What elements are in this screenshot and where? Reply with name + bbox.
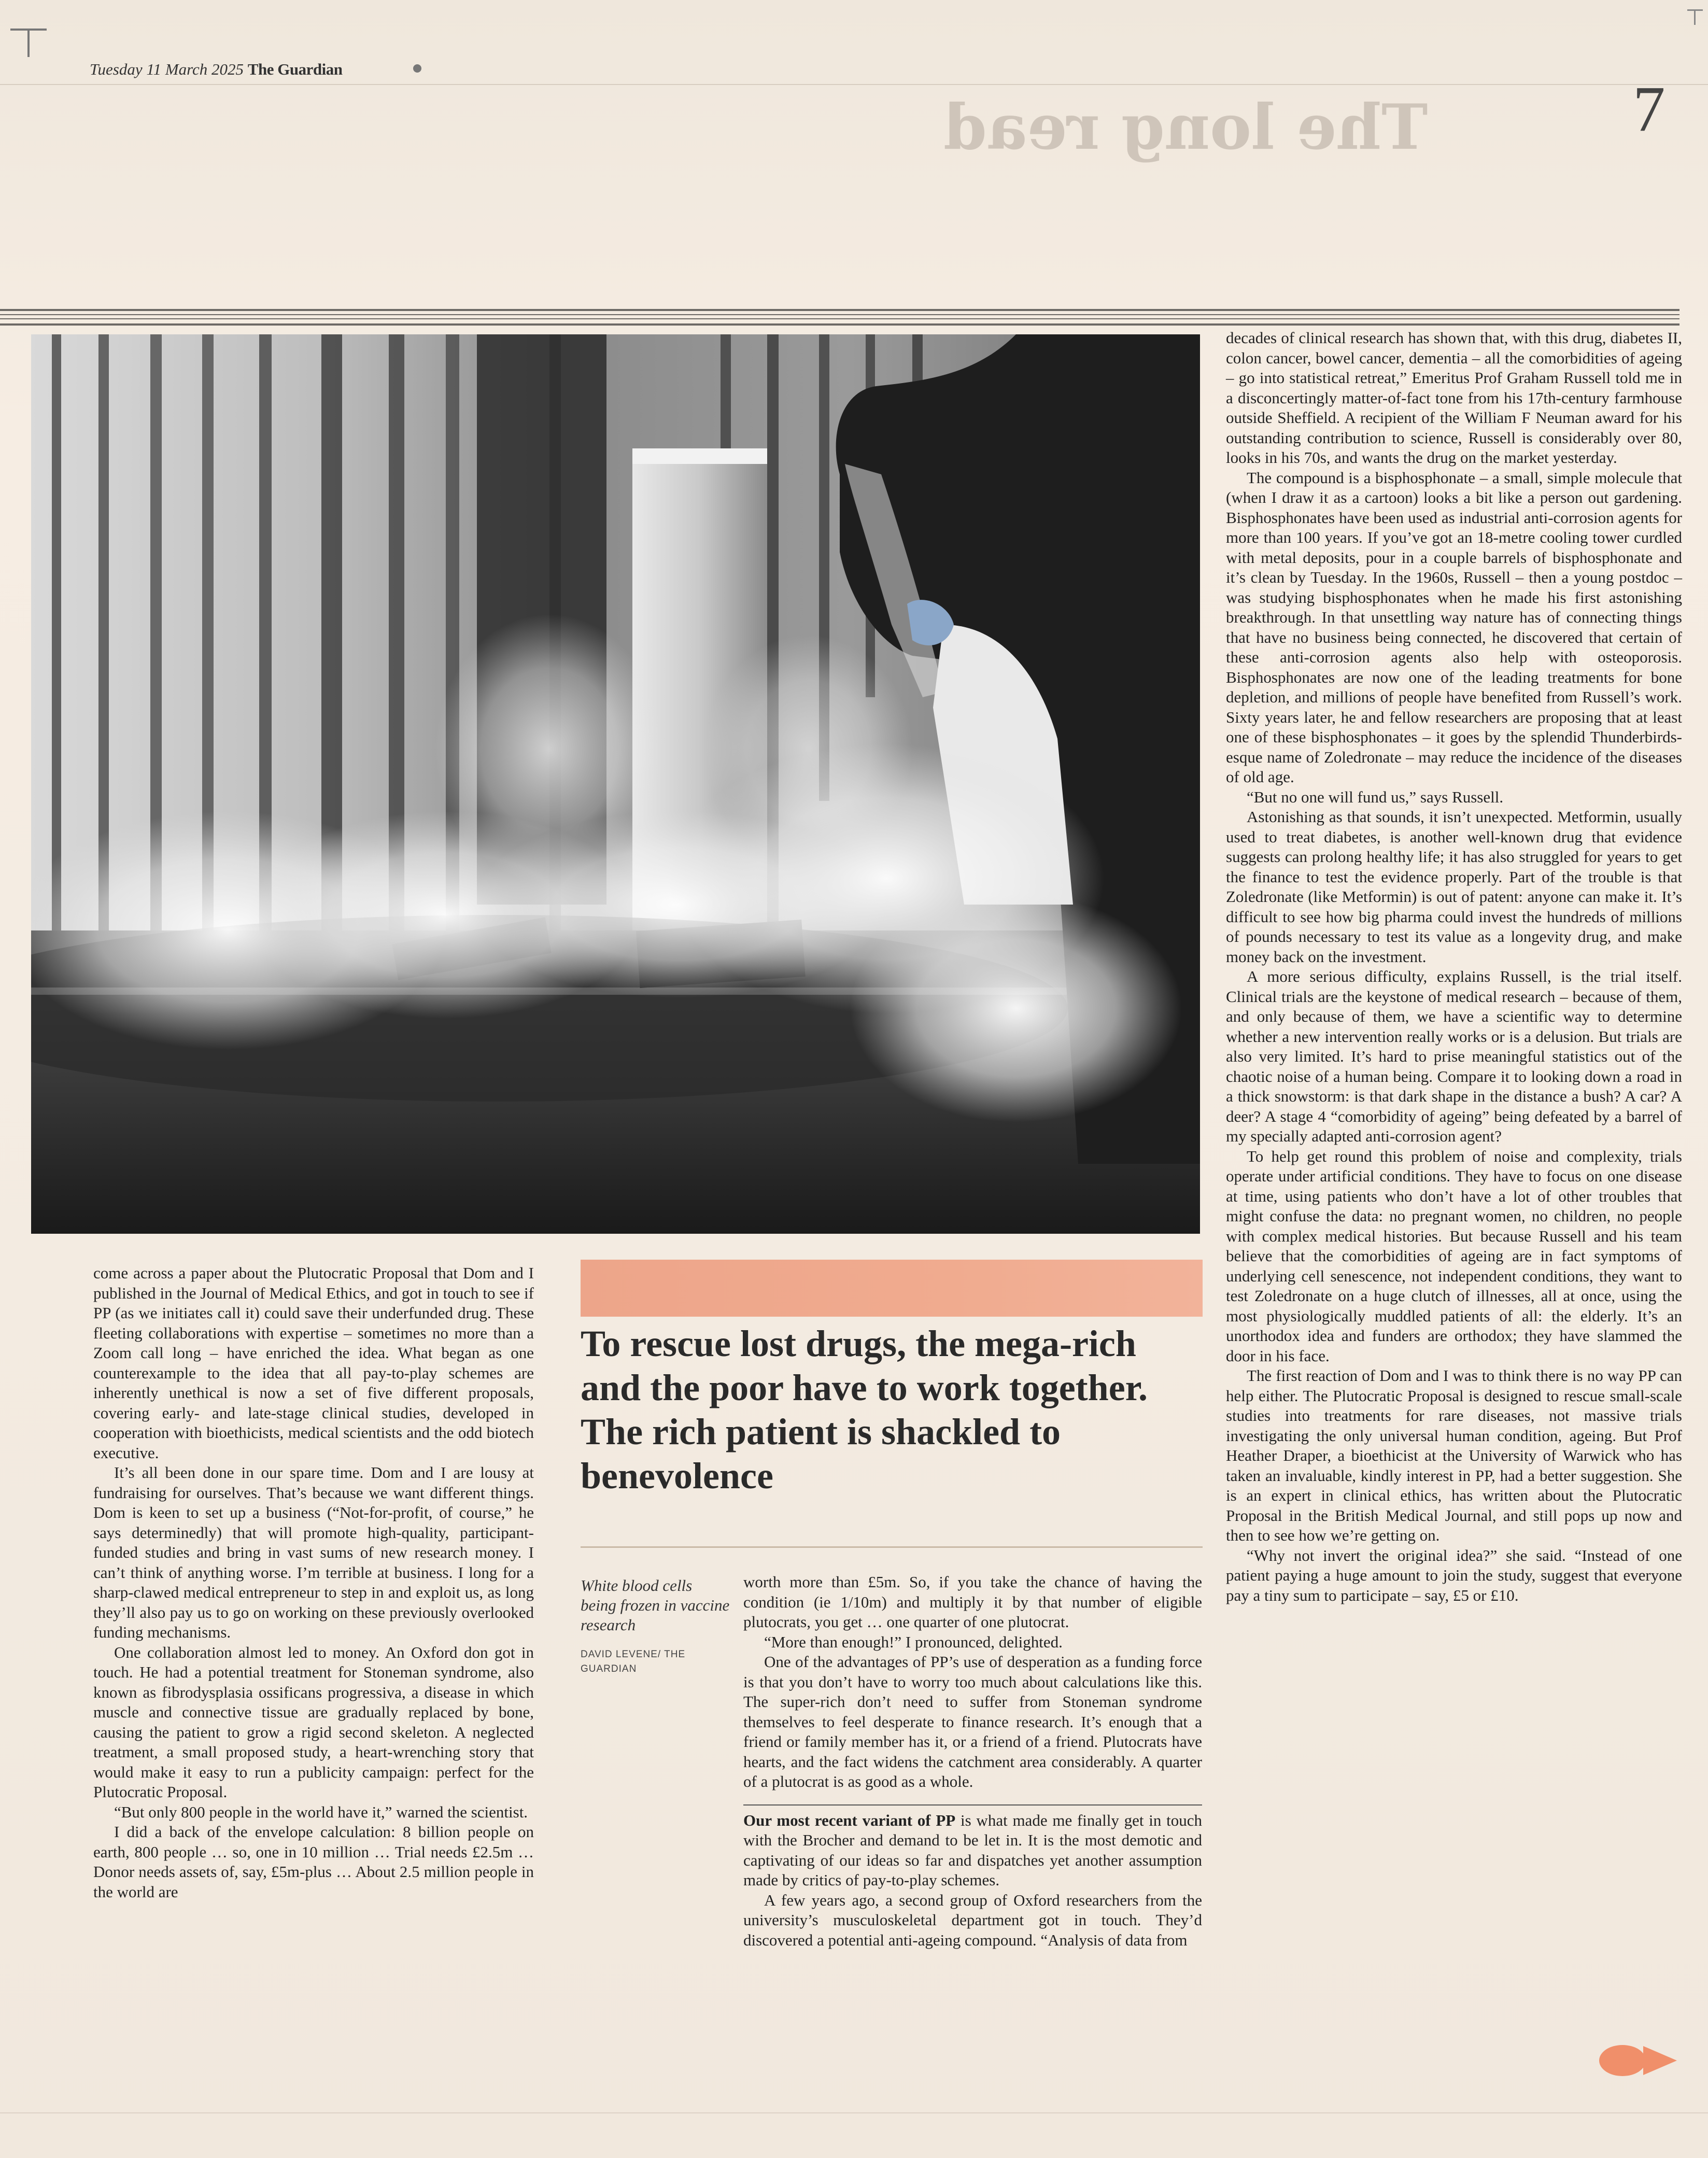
section-title-showthrough: The long read — [943, 91, 1428, 164]
paragraph: come across a paper about the Plutocratic Proposal that Dom and I published in the Journal of Medical Ethics, and got in touch to see if PP (as we initiates call it) could save their underfunded drug. These fleeting collaborations with expertise – sometimes no more than a Zoom call long – have enriched the idea. What began as one counterexample to the idea that all pay-to-play schemes are inherently unethical is now a set of five different proposals, covering early- and late-stage clinical studies, developed in cooperation with bioethicists, medical scientists and the odd biotech executive. — [93, 1264, 534, 1462]
top-divider — [0, 84, 1708, 85]
paragraph: I did a back of the envelope calculation: 8 billion people on earth, 800 people … so, one in 10 million … Trial needs £2.5m … Donor needs assets of, say, £5m-plus … About 2.5 million people in the world are — [93, 1823, 534, 1901]
publication-name: The Guardian — [247, 60, 343, 78]
lab-photograph — [31, 334, 1200, 1234]
paragraph: The first reaction of Dom and I was to think there is no way PP can help either. The Plutocratic Proposal is designed to rescue small-scale studies into treatments for rare diseases, not massive trials investigating the only universal human condition, ageing. But Prof Heather Draper, a bioethicist at the University of Warwick who has taken an invaluable, kindly interest in PP, had a better suggestion. She is an expert in clinical ethics, has written about the Plutocratic Proposal in the British Medical Journal, and still pops up now and then to see how we’re getting on. — [1226, 1366, 1682, 1544]
section-rule — [0, 323, 1679, 326]
article-column-3 — [1226, 328, 1682, 1605]
paragraph: To help get round this problem of noise and complexity, trials operate under artificial conditions. They have to focus on one disease at time, using patients who don’t have a lot of other troubles that might confuse the data: no pregnant women, no children, no people with complex medical histories. But because Russell and his team believe that the comorbidities of ageing are in fact symptoms of underlying cell senescence, not independent conditions, they want to test Zoledronate on a huge clutch of illnesses, all at once, using the most physiologically muddled patients of all: the elderly. It’s an unorthodox idea and funders are orthodox; they have slammed the door in his face. — [1226, 1147, 1682, 1365]
dateline — [90, 60, 342, 79]
paragraph — [743, 1804, 1202, 1891]
crop-mark-icon — [10, 21, 47, 57]
photo-credit: DAVID LEVENE/ THE GUARDIAN — [581, 1649, 686, 1674]
paragraph: One collaboration almost led to money. An Oxford don got in touch. He had a potential treatment for Stoneman syndrome, also known as fibrodysplasia ossificans progressiva, a disease in which muscle and connective tissue are gradually replaced by bone, causing the patient to grow a rigid second skeleton. A neglected treatment, a small proposed study, a heart-wrenching story that would make it easy to run a publicity campaign: perfect for the Plutocratic Proposal. — [93, 1643, 534, 1801]
article-column-2 — [743, 1572, 1202, 1950]
paragraph-lead-in: Our most recent variant of PP — [743, 1811, 956, 1829]
bullet-dot-icon — [413, 64, 421, 73]
paragraph: “More than enough!” I pronounced, delighted. — [764, 1632, 1063, 1651]
page-number: 7 — [1633, 74, 1665, 145]
photo-caption: White blood cells being frozen in vaccine research — [581, 1576, 730, 1634]
section-rule — [0, 314, 1679, 315]
section-rule — [0, 318, 1679, 319]
paragraph: decades of clinical research has shown that, with this drug, diabetes II, colon cancer, bowel cancer, dementia – all the comorbidities of ageing – go into statistical retreat,” Emeritus Prof Graham Russell told me in a disconcertingly matter-of-fact tone from his 17th-century farmhouse outside Sheffield. A recipient of the William F Neuman award for his outstanding contribution to science, Russell is considerably over 80, looks in his 70s, and wants the drug on the market yesterday. — [1226, 329, 1682, 467]
paragraph: worth more than £5m. So, if you take the chance of having the condition (ie 1/10m) and multiply it by that number of eligible plutocrats, you get … one quarter of one plutocrat. — [743, 1573, 1202, 1631]
paragraph: “But no one will fund us,” says Russell. — [1247, 787, 1504, 806]
paragraph: A more serious difficulty, explains Russell, is the trial itself. Clinical trials are the keystone of medical research – because of them, and only because of them, we have a scientific way to determine whether a new intervention really works or is a delusion. But trials are also very limited. It’s hard to prise meaningful statistics out of the chaotic noise of a human being. Compare it to looking down a road in a thick snowstorm: is that dark shape in the distance a bush? A car? A deer? A stage 4 “comorbidity of ageing” being defeated by a barrel of my specially adapted anti-corrosion agent? — [1226, 967, 1682, 1145]
continue-arrow-icon — [1594, 2040, 1687, 2081]
bottom-divider — [0, 2112, 1708, 2113]
paragraph: The compound is a bisphosphonate – a small, simple molecule that (when I draw it as a cartoon) looks a bit like a person out gardening. Bisphosphonates have been used as industrial anti-corrosion agents for more than 100 years. If you’ve got an 18-metre cooling tower curdled with metal deposits, pour in a couple barrels of bisphosphonate and it’s clean by Tuesday. In the 1960s, Russell – then a young postdoc – was studying bisphosphonates when he made his first astonishing breakthrough. In that unsettling way nature has of connecting things that have no business being connected, he discovered that certain of these anti-corrosion agents also help with osteoporosis. Bisphosphonates are now one of the leading treatments for bone depletion, and millions of people have benefited from Russell’s work. Sixty years later, he and fellow researchers are proposing that at least one of these bisphosphonates – it goes by the splendid Thunderbirds-esque name of Zoledronate – may reduce the incidence of the diseases of old age. — [1226, 468, 1682, 786]
paragraph: One of the advantages of PP’s use of desperation as a funding force is that you don’t have to worry too much about calculations like this. The super-rich don’t need to suffer from Stoneman syndrome themselves to feel desperate to finance research. It’s enough that a friend or family member has it, or a friend of a friend. Plutocrats have hearts, and the fact widens the catchment area considerably. A quarter of a plutocrat is as good as a whole. — [743, 1653, 1202, 1790]
pull-quote-highlight-bar — [581, 1260, 1203, 1317]
paragraph: “But only 800 people in the world have it,” warned the scientist. — [114, 1802, 528, 1821]
paragraph: A few years ago, a second group of Oxford researchers from the university’s musculoskeletal department got in touch. They’d discovered a potential anti-ageing compound. “Analysis of data from — [743, 1891, 1202, 1949]
paragraph-body: is what made me finally get in touch with the Brocher and demand to be let in. It is the most demotic and captivating of our ideas so far and dispatches yet another assumption made by critics of pay-to-play schemes. — [743, 1811, 1203, 1889]
section-rule — [0, 309, 1679, 311]
paragraph: “Why not invert the original idea?” she said. “Instead of one patient paying a huge amount to join the study, suggest that everyone pay a tiny sum to participate – say, £5 or £10. — [1226, 1546, 1682, 1604]
article-column-1 — [93, 1263, 534, 1902]
paragraph: Astonishing as that sounds, it isn’t unexpected. Metformin, usually used to treat diabetes, is another well-known drug that evidence suggests can prolong healthy life; it has also struggled for years to get the finance to test the evidence properly. Part of the trouble is that Zoledronate (like Metformin) is out of patent: anyone can make it. It’s difficult to see how big pharma could invest the hundreds of millions of pounds necessary to test its value as a longevity drug, and make money back on the investment. — [1226, 808, 1682, 966]
pull-quote-rule — [581, 1546, 1203, 1548]
date: Tuesday 11 March 2025 — [90, 60, 244, 78]
crop-mark-corner-icon — [1687, 4, 1703, 25]
pull-quote: To rescue lost drugs, the mega-rich and the poor have to work together. The rich patient is shackled to benevolence — [581, 1323, 1148, 1497]
paragraph: It’s all been done in our spare time. Dom and I are lousy at fundraising for ourselves. That’s because we want different things. Dom is keen to set up a business (“Not-for-profit, of course,” he says determinedly) that will promote high-quality, participant-funded studies and bring in vast sums of new research money. I can’t think of anything worse. I’m terrible at business. I long for a sharp-clawed medical entrepreneur to step in and exploit us, as long they’ll also pay us to go on working on these previously overlooked funding mechanisms. — [93, 1463, 534, 1641]
